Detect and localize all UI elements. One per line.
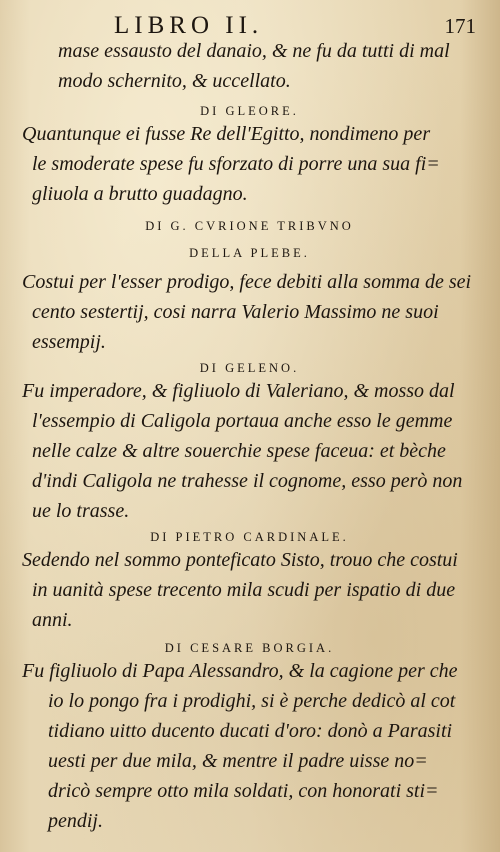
text-line: tidiano uitto ducento ducati d'oro: donò a Parasiti <box>48 720 453 742</box>
text-line: essempij. <box>32 331 106 353</box>
entry-paragraph <box>22 119 477 209</box>
text-line: uesti per due mila, & mentre il padre uisse no= <box>48 750 428 772</box>
text-line: Fu imperadore, & figliuolo di Valeriano, & mosso dal <box>22 380 455 402</box>
entry-paragraph <box>22 36 477 96</box>
text-line: modo schernito, & uccellato. <box>58 70 291 92</box>
text-line: Quantunque ei fusse Re dell'Egitto, nondimeno per <box>22 123 431 145</box>
text-line: nelle calze & altre souerchie spese faceua: et bèche <box>32 440 446 462</box>
entry-paragraph <box>22 376 477 526</box>
section-heading: DI PIETRO CARDINALE. <box>150 530 349 544</box>
text-line: dricò sempre otto mila soldati, con honorati sti= <box>48 780 439 802</box>
text-line: Sedendo nel sommo ponteficato Sisto, trouo che costui <box>22 549 458 571</box>
text-line: gliuola a brutto guadagno. <box>32 183 248 205</box>
section-heading: DI GLEORE. <box>200 104 299 118</box>
section-heading: DI G. CVRIONE TRIBVNO <box>145 219 354 233</box>
text-line: mase essausto del danaio, & ne fu da tutti di mal <box>58 40 450 62</box>
section-heading: DI CESARE BORGIA. <box>164 641 335 655</box>
text-line: l'essempio di Caligola portaua anche esso le gemme <box>32 410 453 432</box>
entry-paragraph <box>22 267 477 357</box>
text-line: le smoderate spese fu sforzato di porre una sua fi= <box>32 153 440 175</box>
text-line: Fu figliuolo di Papa Alessandro, & la cagione per che <box>22 660 458 682</box>
text-line: in uanità spese trecento mila scudi per ispatio di due <box>32 579 456 601</box>
text-line: io lo pongo fra i prodighi, si è perche dedicò al cot <box>48 690 456 712</box>
text-line: anni. <box>32 609 73 631</box>
text-line: d'indi Caligola ne trahesse il cognome, esso però non <box>32 470 463 492</box>
text-line: Costui per l'esser prodigo, fece debiti alla somma de sei <box>22 271 472 293</box>
body-text <box>22 36 477 836</box>
page-number: 171 <box>444 14 476 38</box>
section-heading: DI GELENO. <box>199 361 300 375</box>
running-head: LIBRO II. <box>114 12 264 39</box>
text-line: pendij. <box>48 810 103 832</box>
text-line: ue lo trasse. <box>32 500 130 522</box>
section-heading-line-2: DELLA PLEBE. <box>189 246 310 260</box>
entry-paragraph <box>22 545 477 635</box>
text-line: cento sestertij, cosi narra Valerio Massimo ne suoi <box>32 301 439 323</box>
entry-paragraph <box>22 656 477 836</box>
